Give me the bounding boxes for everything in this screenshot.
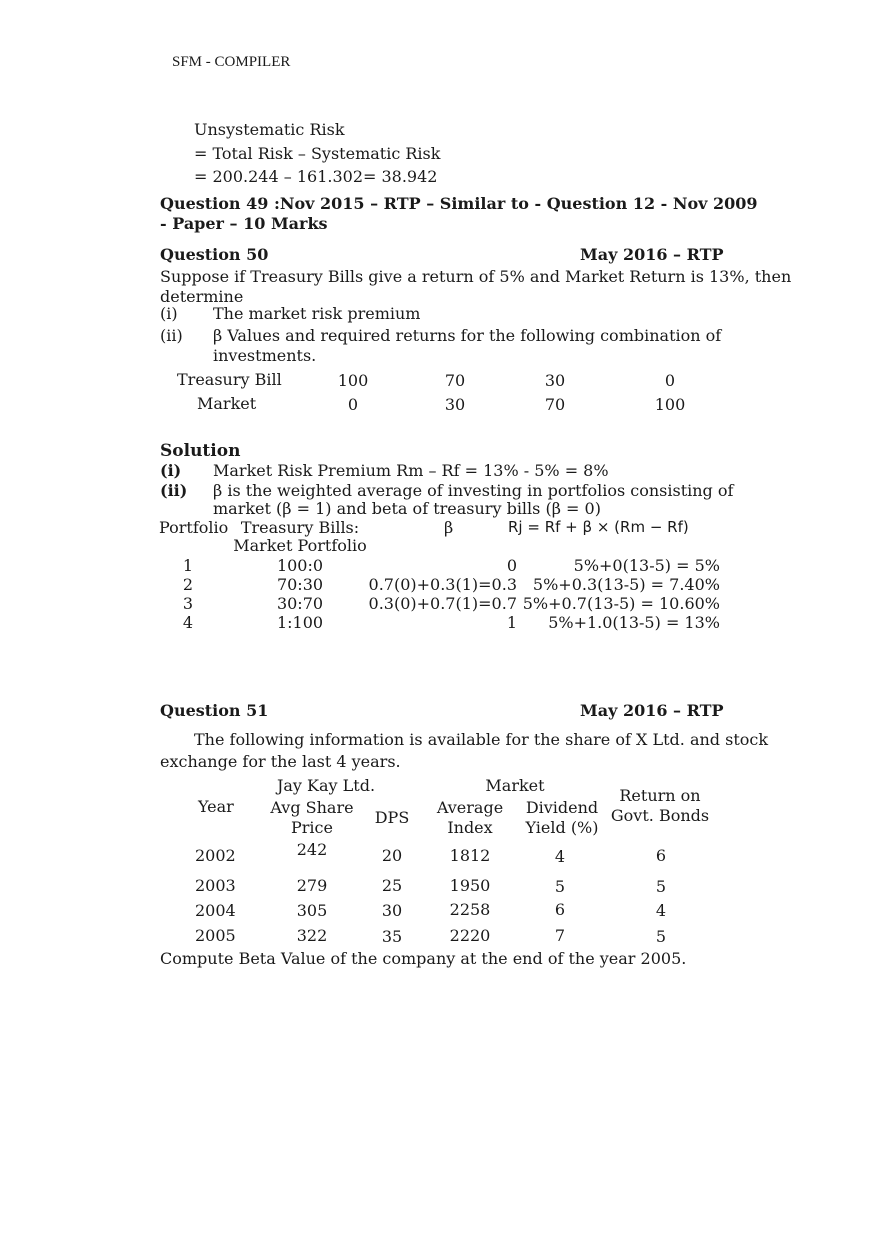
solution-i-text: Market Risk Premium Rm – Rf = 13% - 5% = 8%: [213, 461, 609, 480]
header-avg-share: Avg Share: [270, 798, 354, 817]
table-cell: 5%+0(13-5) = 5%: [573, 556, 720, 575]
header-market-portfolio: Market Portfolio: [233, 536, 367, 555]
header-jay-kay: Jay Kay Ltd.: [276, 776, 376, 795]
unsystematic-line-3: = 200.244 – 161.302= 38.942: [194, 167, 438, 186]
table-cell: 1: [506, 613, 517, 632]
q50-intro-line-1: Suppose if Treasury Bills give a return of 5% and Market Return is 13%, then: [160, 267, 792, 286]
table-cell: 25: [381, 876, 403, 895]
q49-heading-line-1: Question 49 :Nov 2015 – RTP – Similar to - Question 12 - Nov 2009: [160, 194, 758, 213]
header-formula: Rj = Rf + β × (Rm − Rf): [508, 518, 689, 536]
combo-row-label: Treasury Bill: [177, 370, 282, 389]
table-cell: 2003: [195, 876, 236, 895]
header-average: Average: [436, 798, 504, 817]
table-cell: 1:100: [276, 613, 324, 632]
table-cell: 242: [296, 840, 328, 859]
table-cell: 7: [554, 926, 566, 945]
q49-heading-line-2: - Paper – 10 Marks: [160, 214, 328, 233]
header-treasury-bills: Treasury Bills:: [240, 518, 360, 537]
table-cell: 5: [655, 927, 667, 946]
q50-intro-line-2: determine: [160, 287, 244, 306]
q50-item-ii-text-2: investments.: [213, 346, 317, 365]
q51-source: May 2016 – RTP: [580, 701, 724, 720]
table-cell: 4: [182, 613, 194, 632]
solution-ii-text-1: β is the weighted average of investing in portfolios consisting of: [213, 481, 734, 500]
unsystematic-line-1: Unsystematic Risk: [194, 120, 345, 139]
table-cell: 5: [655, 877, 667, 896]
table-cell: 6: [655, 846, 667, 865]
header-govt-bonds: Govt. Bonds: [610, 806, 710, 825]
table-cell: 2: [182, 575, 194, 594]
q50-item-ii-text-1: β Values and required returns for the following combination of: [213, 326, 722, 345]
q50-item-i-text: The market risk premium: [213, 304, 421, 323]
solution-heading: Solution: [160, 441, 241, 461]
header-price: Price: [291, 818, 333, 837]
q51-title: Question 51: [160, 701, 269, 720]
table-cell: 30:70: [276, 594, 324, 613]
solution-i-label: (i): [160, 461, 182, 480]
q50-source: May 2016 – RTP: [580, 245, 724, 264]
table-cell: 1812: [449, 846, 491, 865]
header-year: Year: [198, 797, 234, 816]
header-index: Index: [447, 818, 493, 837]
table-cell: 2258: [449, 900, 491, 919]
table-cell: 5%+1.0(13-5) = 13%: [548, 613, 720, 632]
table-cell: 2002: [195, 846, 236, 865]
table-cell: 2220: [449, 926, 491, 945]
solution-ii-label: (ii): [160, 481, 188, 500]
table-cell: 20: [381, 846, 403, 865]
solution-ii-text-2: market (β = 1) and beta of treasury bills (β = 0): [213, 499, 601, 518]
q51-intro-line-1: The following information is available for the share of X Ltd. and stock: [194, 730, 769, 749]
page-header: SFM - COMPILER: [172, 54, 291, 70]
table-cell: 70:30: [276, 575, 324, 594]
q51-closing: Compute Beta Value of the company at the end of the year 2005.: [160, 949, 687, 968]
combo-cell: 70: [544, 395, 566, 414]
table-cell: 322: [296, 926, 328, 945]
q50-title: Question 50: [160, 245, 269, 264]
table-cell: 100:0: [276, 556, 324, 575]
table-cell: 1950: [449, 876, 491, 895]
header-dps: DPS: [374, 808, 410, 827]
combo-row-label: Market: [197, 394, 257, 413]
combo-cell: 0: [347, 395, 359, 414]
header-dividend: Dividend: [525, 798, 599, 817]
table-cell: 2005: [195, 926, 236, 945]
unsystematic-line-2: = Total Risk – Systematic Risk: [194, 144, 441, 163]
table-cell: 5%+0.7(13-5) = 10.60%: [522, 594, 720, 613]
combo-cell: 0: [664, 371, 676, 390]
header-portfolio: Portfolio: [159, 518, 229, 537]
combo-cell: 100: [654, 395, 686, 414]
q51-intro-line-2: exchange for the last 4 years.: [160, 752, 401, 771]
table-cell: 2004: [195, 901, 236, 920]
combo-cell: 70: [444, 371, 466, 390]
table-cell: 6: [554, 900, 566, 919]
table-cell: 30: [381, 901, 403, 920]
table-cell: 5%+0.3(13-5) = 7.40%: [532, 575, 720, 594]
table-cell: 1: [182, 556, 194, 575]
header-market: Market: [485, 776, 545, 795]
table-cell: 305: [296, 901, 328, 920]
table-cell: 4: [554, 847, 566, 866]
table-cell: 0: [506, 556, 517, 575]
table-cell: 279: [296, 876, 328, 895]
combo-cell: 30: [444, 395, 466, 414]
q50-item-i-label: (i): [160, 304, 178, 323]
table-cell: 3: [182, 594, 194, 613]
q50-item-ii-label: (ii): [160, 326, 183, 345]
table-cell: 35: [381, 927, 403, 946]
table-cell: 0.3(0)+0.7(1)=0.7: [368, 594, 517, 613]
combo-cell: 30: [544, 371, 566, 390]
header-yield: Yield (%): [525, 818, 599, 837]
combo-cell: 100: [337, 371, 369, 390]
header-return-on: Return on: [619, 786, 701, 805]
table-cell: 5: [554, 877, 566, 896]
header-beta: β: [444, 518, 454, 537]
table-cell: 4: [655, 901, 667, 920]
table-cell: 0.7(0)+0.3(1)=0.3: [368, 575, 517, 594]
